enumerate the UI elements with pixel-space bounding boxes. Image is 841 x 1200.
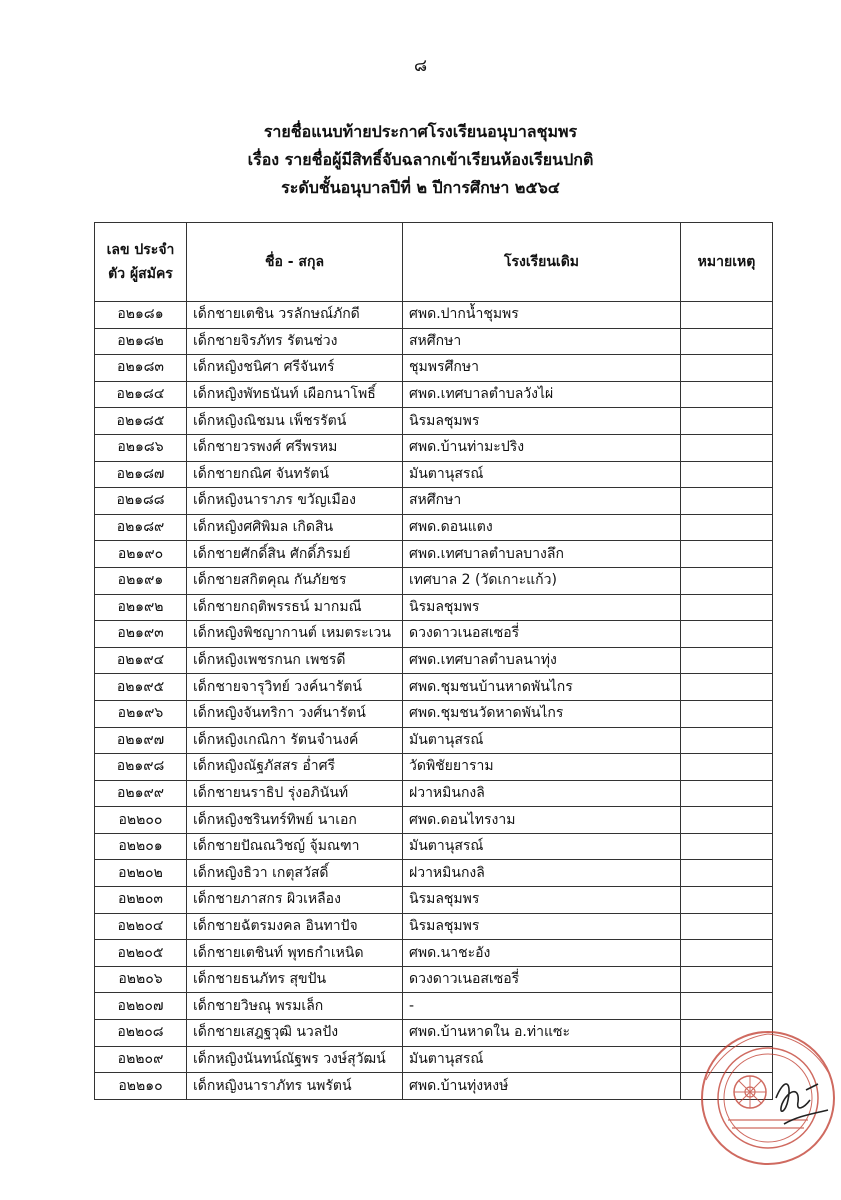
table-header-row <box>95 223 773 302</box>
previous-school-cell: มันตานุสรณ์ <box>403 461 681 488</box>
previous-school-cell: วัดพิชัยยาราม <box>403 754 681 781</box>
table-row <box>95 381 773 408</box>
full-name-cell: เด็กชายวิษณุ พรมเล็ก <box>187 993 403 1020</box>
applicant-id-cell: อ๒๑๙๑ <box>95 567 187 594</box>
previous-school-cell: ศพด.บ้านทุ่งหงษ์ <box>403 1073 681 1100</box>
header-remarks: หมายเหตุ <box>681 223 773 302</box>
remarks-cell <box>681 966 773 993</box>
applicant-id-cell: อ๒๑๙๘ <box>95 754 187 781</box>
previous-school-cell: ดวงดาวเนอสเซอรี่ <box>403 621 681 648</box>
applicant-id-cell: อ๒๒๑๐ <box>95 1073 187 1100</box>
previous-school-cell: ศพด.เทศบาลตำบลบางลึก <box>403 541 681 568</box>
remarks-cell <box>681 807 773 834</box>
previous-school-cell: ศพด.บ้านหาดใน อ.ท่าแซะ <box>403 1020 681 1047</box>
applicant-id-cell: อ๒๑๙๓ <box>95 621 187 648</box>
remarks-cell <box>681 913 773 940</box>
applicant-id-cell: อ๒๑๘๙ <box>95 514 187 541</box>
previous-school-cell: มันตานุสรณ์ <box>403 1046 681 1073</box>
full-name-cell: เด็กหญิงพิชญากานต์ เหมตระเวน <box>187 621 403 648</box>
heading-line-2: เรื่อง รายชื่อผู้มีสิทธิ์จับฉลากเข้าเรียนห้องเรียนปกติ <box>247 150 594 169</box>
previous-school-cell: ศพด.ดอนแตง <box>403 514 681 541</box>
table-row <box>95 408 773 435</box>
table-row <box>95 700 773 727</box>
table-row <box>95 940 773 967</box>
applicant-id-cell: อ๒๑๘๔ <box>95 381 187 408</box>
table-row <box>95 488 773 515</box>
full-name-cell: เด็กหญิงณิชมน เพ็ชรรัตน์ <box>187 408 403 435</box>
table-row <box>95 727 773 754</box>
full-name-cell: เด็กชายภาสกร ผิวเหลือง <box>187 887 403 914</box>
table-row <box>95 860 773 887</box>
applicant-id-cell: อ๒๑๙๐ <box>95 541 187 568</box>
page-number: ๘ <box>413 56 428 76</box>
previous-school-cell: นิรมลชุมพร <box>403 913 681 940</box>
full-name-cell: เด็กชายธนภัทร สุขปัน <box>187 966 403 993</box>
applicant-id-cell: อ๒๑๙๗ <box>95 727 187 754</box>
applicant-id-cell: อ๒๒๐๒ <box>95 860 187 887</box>
table-row <box>95 966 773 993</box>
full-name-cell: เด็กชายฉัตรมงคล อินทาปัจ <box>187 913 403 940</box>
full-name-cell: เด็กหญิงชรินทร์ทิพย์ นาเอก <box>187 807 403 834</box>
remarks-cell <box>681 887 773 914</box>
table-row <box>95 567 773 594</box>
previous-school-cell: ฝวาหมินกงลิ <box>403 780 681 807</box>
previous-school-cell: ศพด.เทศบาลตำบลวังไผ่ <box>403 381 681 408</box>
full-name-cell: เด็กชายวรพงศ์ ศรีพรหม <box>187 434 403 461</box>
applicant-id-cell: อ๒๒๐๗ <box>95 993 187 1020</box>
table-row <box>95 807 773 834</box>
signature-icon <box>776 1084 828 1124</box>
full-name-cell: เด็กชายเตชินท์ พุทธกำเหนิด <box>187 940 403 967</box>
previous-school-cell: ฝวาหมินกงลิ <box>403 860 681 887</box>
table-row <box>95 434 773 461</box>
full-name-cell: เด็กหญิงนันทน์ณัฐพร วงษ์สุวัฒน์ <box>187 1046 403 1073</box>
full-name-cell: เด็กหญิงชนิศา ศรีจันทร์ <box>187 355 403 382</box>
remarks-cell <box>681 594 773 621</box>
table-row <box>95 1073 773 1100</box>
full-name-cell: เด็กหญิงเกณิกา รัตนจำนงค์ <box>187 727 403 754</box>
remarks-cell <box>681 700 773 727</box>
full-name-cell: เด็กหญิงนาราภร ขวัญเมือง <box>187 488 403 515</box>
remarks-cell <box>681 621 773 648</box>
table-row <box>95 647 773 674</box>
table-row <box>95 780 773 807</box>
remarks-cell <box>681 514 773 541</box>
remarks-cell <box>681 727 773 754</box>
remarks-cell <box>681 674 773 701</box>
full-name-cell: เด็กชายปัณณวิชญ์ จุ้มณฑา <box>187 833 403 860</box>
full-name-cell: เด็กชายศักดิ์สิน ศักดิ์ภิรมย์ <box>187 541 403 568</box>
previous-school-cell: สหศึกษา <box>403 488 681 515</box>
table-row <box>95 355 773 382</box>
applicant-id-cell: อ๒๒๐๘ <box>95 1020 187 1047</box>
full-name-cell: เด็กชายกฤติพรรธน์ มากมณี <box>187 594 403 621</box>
applicant-id-cell: อ๒๒๐๔ <box>95 913 187 940</box>
previous-school-cell: นิรมลชุมพร <box>403 594 681 621</box>
previous-school-cell: ชุมพรศึกษา <box>403 355 681 382</box>
remarks-cell <box>681 302 773 329</box>
table-row <box>95 594 773 621</box>
remarks-cell <box>681 833 773 860</box>
applicant-id-cell: อ๒๒๐๑ <box>95 833 187 860</box>
table-row <box>95 621 773 648</box>
applicant-id-cell: อ๒๒๐๕ <box>95 940 187 967</box>
applicant-id-cell: อ๒๒๐๐ <box>95 807 187 834</box>
remarks-cell <box>681 434 773 461</box>
remarks-cell <box>681 860 773 887</box>
table-row <box>95 887 773 914</box>
full-name-cell: เด็กชายจารุวิทย์ วงค์นารัตน์ <box>187 674 403 701</box>
table-row <box>95 1020 773 1047</box>
remarks-cell <box>681 940 773 967</box>
full-name-cell: เด็กหญิงณัฐภัสสร อ่ำศรี <box>187 754 403 781</box>
seal-icon <box>702 1032 834 1164</box>
previous-school-cell: นิรมลชุมพร <box>403 887 681 914</box>
table-row <box>95 674 773 701</box>
applicant-id-cell: อ๒๑๙๖ <box>95 700 187 727</box>
remarks-cell <box>681 328 773 355</box>
full-name-cell: เด็กชายเตชิน วรลักษณ์ภักดี <box>187 302 403 329</box>
table-row <box>95 461 773 488</box>
full-name-cell: เด็กชายกณิศ จันทรัตน์ <box>187 461 403 488</box>
full-name-cell: เด็กชายสกิตคุณ กันภัยชร <box>187 567 403 594</box>
previous-school-cell: ดวงดาวเนอสเซอรี่ <box>403 966 681 993</box>
table-row <box>95 913 773 940</box>
full-name-cell: เด็กหญิงนาราภัทร นพรัตน์ <box>187 1073 403 1100</box>
heading-line-1: รายชื่อแนบท้ายประกาศโรงเรียนอนุบาลชุมพร <box>263 122 578 141</box>
applicant-table <box>94 222 773 1100</box>
previous-school-cell: ศพด.เทศบาลตำบลนาทุ่ง <box>403 647 681 674</box>
table-row <box>95 302 773 329</box>
table-row <box>95 754 773 781</box>
full-name-cell: เด็กหญิงธิวา เกตุสวัสดิ์ <box>187 860 403 887</box>
full-name-cell: เด็กชายนราธิป รุ่งอภินันท์ <box>187 780 403 807</box>
full-name-cell: เด็กหญิงเพชรกนก เพชรดี <box>187 647 403 674</box>
table-body <box>95 302 773 1100</box>
header-applicant-id: เลข ประจำตัว ผู้สมัคร <box>95 223 187 302</box>
remarks-cell <box>681 754 773 781</box>
applicant-id-cell: อ๒๑๙๒ <box>95 594 187 621</box>
previous-school-cell: เทศบาล 2 (วัดเกาะแก้ว) <box>403 567 681 594</box>
previous-school-cell: ศพด.บ้านท่ามะปริง <box>403 434 681 461</box>
applicant-id-cell: อ๒๑๘๒ <box>95 328 187 355</box>
previous-school-cell: นิรมลชุมพร <box>403 408 681 435</box>
applicant-id-cell: อ๒๑๘๖ <box>95 434 187 461</box>
header-full-name: ชื่อ - สกุล <box>187 223 403 302</box>
remarks-cell <box>681 408 773 435</box>
applicant-id-cell: อ๒๑๘๑ <box>95 302 187 329</box>
table-row <box>95 541 773 568</box>
header-previous-school: โรงเรียนเดิม <box>403 223 681 302</box>
table-row <box>95 993 773 1020</box>
remarks-cell <box>681 461 773 488</box>
applicant-id-cell: อ๒๑๙๙ <box>95 780 187 807</box>
full-name-cell: เด็กชายเสฎฐวุฒิ นวลปัง <box>187 1020 403 1047</box>
remarks-cell <box>681 488 773 515</box>
previous-school-cell: ศพด.ชุมชนวัดหาดพันไกร <box>403 700 681 727</box>
full-name-cell: เด็กชายจิรภัทร รัตนช่วง <box>187 328 403 355</box>
remarks-cell <box>681 355 773 382</box>
previous-school-cell: ศพด.ชุมชนบ้านหาดพันไกร <box>403 674 681 701</box>
previous-school-cell: มันตานุสรณ์ <box>403 727 681 754</box>
remarks-cell <box>681 993 773 1020</box>
applicant-id-cell: อ๒๑๘๘ <box>95 488 187 515</box>
previous-school-cell: สหศึกษา <box>403 328 681 355</box>
applicant-id-cell: อ๒๑๘๕ <box>95 408 187 435</box>
full-name-cell: เด็กหญิงพัทธนันท์ เผือกนาโพธิ์ <box>187 381 403 408</box>
remarks-cell <box>681 381 773 408</box>
remarks-cell <box>681 541 773 568</box>
full-name-cell: เด็กหญิงจันทริกา วงศ์นารัตน์ <box>187 700 403 727</box>
full-name-cell: เด็กหญิงศศิพิมล เกิดสิน <box>187 514 403 541</box>
school-seal-stamp <box>688 1020 838 1170</box>
table-row <box>95 328 773 355</box>
applicant-id-cell: อ๒๑๘๗ <box>95 461 187 488</box>
applicant-id-cell: อ๒๒๐๖ <box>95 966 187 993</box>
previous-school-cell: มันตานุสรณ์ <box>403 833 681 860</box>
heading-line-3: ระดับชั้นอนุบาลปีที่ ๒ ปีการศึกษา ๒๕๖๔ <box>281 178 560 197</box>
applicant-id-cell: อ๒๒๐๓ <box>95 887 187 914</box>
applicant-id-cell: อ๒๑๘๓ <box>95 355 187 382</box>
previous-school-cell: ศพด.นาชะอัง <box>403 940 681 967</box>
previous-school-cell: - <box>403 993 681 1020</box>
previous-school-cell: ศพด.ปากน้ำชุมพร <box>403 302 681 329</box>
applicant-id-cell: อ๒๒๐๙ <box>95 1046 187 1073</box>
document-heading <box>0 118 841 202</box>
applicant-id-cell: อ๒๑๙๕ <box>95 674 187 701</box>
remarks-cell <box>681 567 773 594</box>
applicant-id-cell: อ๒๑๙๔ <box>95 647 187 674</box>
table-row <box>95 514 773 541</box>
remarks-cell <box>681 780 773 807</box>
table-row <box>95 1046 773 1073</box>
previous-school-cell: ศพด.ดอนไทรงาม <box>403 807 681 834</box>
table-row <box>95 833 773 860</box>
remarks-cell <box>681 647 773 674</box>
